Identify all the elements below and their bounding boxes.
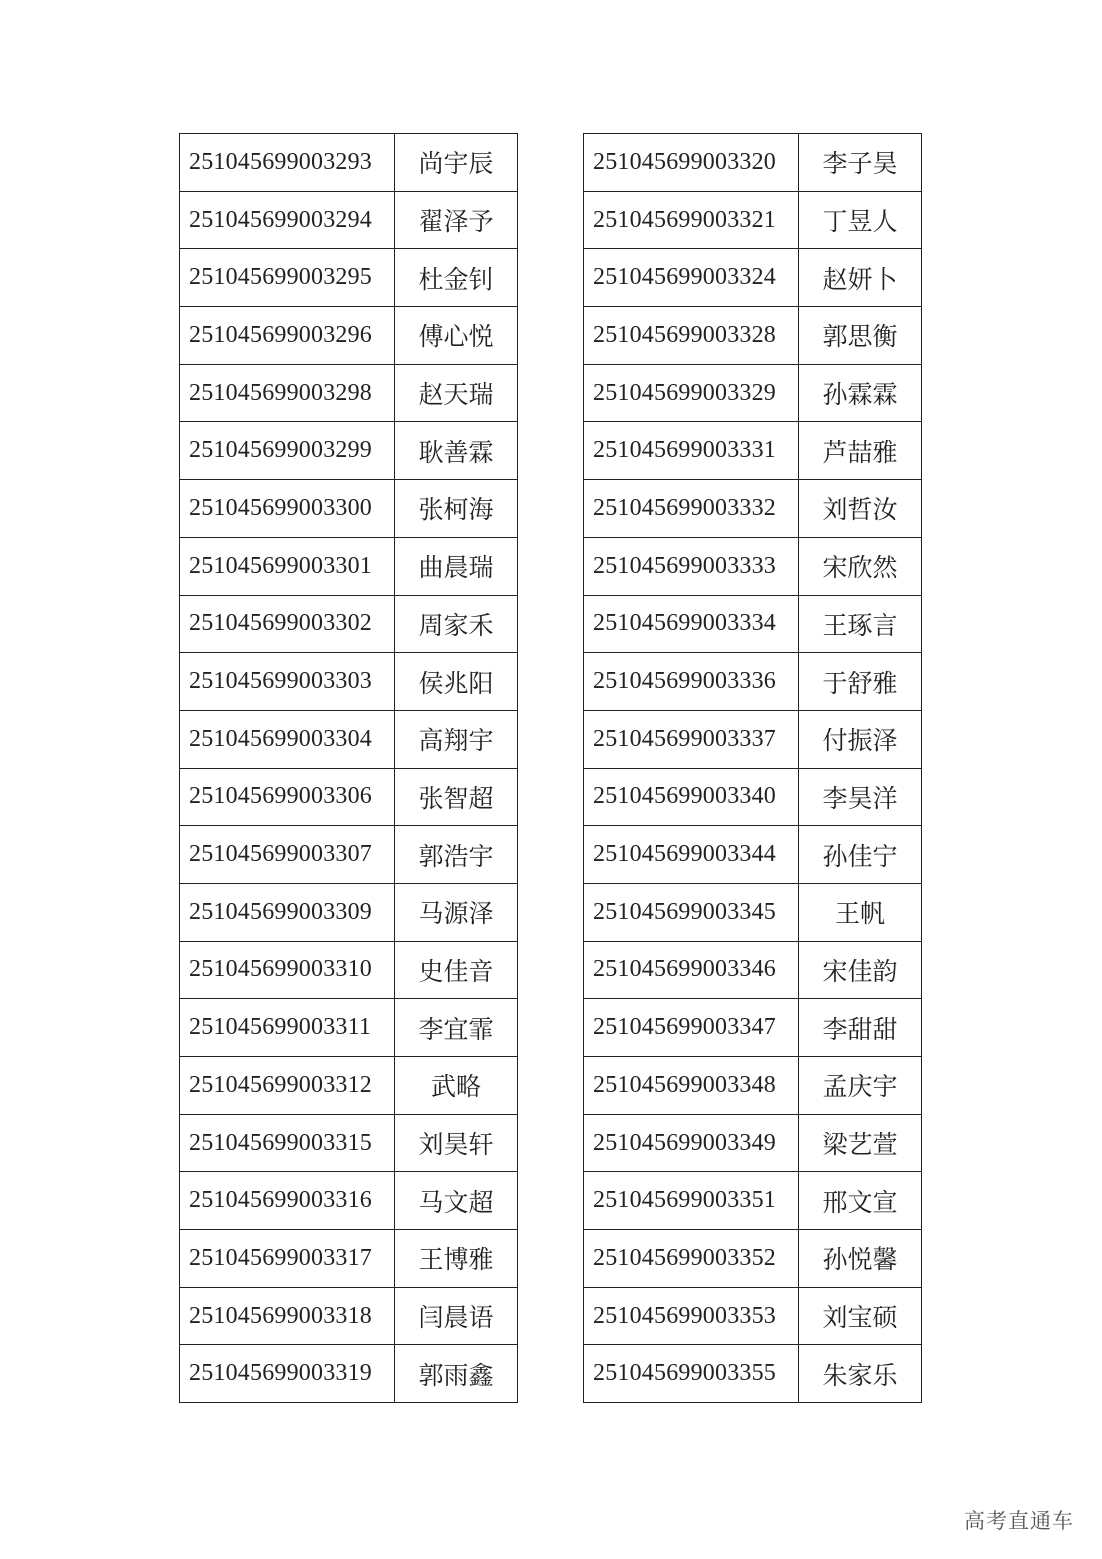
table-row <box>584 422 922 480</box>
candidate-id-cell: 251045699003348 <box>584 1057 799 1115</box>
candidate-name-cell: 尚宇辰 <box>395 134 518 192</box>
candidate-name-cell: 郭雨鑫 <box>395 1345 518 1403</box>
table-row <box>180 1345 518 1403</box>
table-row <box>584 710 922 768</box>
table-row <box>584 826 922 884</box>
candidate-name-cell: 赵天瑞 <box>395 364 518 422</box>
candidate-id-cell: 251045699003299 <box>180 422 395 480</box>
left-roster-body <box>180 134 518 1403</box>
candidate-name-cell: 武略 <box>395 1057 518 1115</box>
table-row <box>584 249 922 307</box>
candidate-name-cell: 郭浩宇 <box>395 826 518 884</box>
candidate-name-cell: 邢文宣 <box>799 1172 922 1230</box>
candidate-name-cell: 李甜甜 <box>799 999 922 1057</box>
table-row <box>584 307 922 365</box>
candidate-name-cell: 刘哲汝 <box>799 480 922 538</box>
candidate-name-cell: 李宜霏 <box>395 999 518 1057</box>
candidate-id-cell: 251045699003333 <box>584 537 799 595</box>
table-row <box>180 364 518 422</box>
candidate-id-cell: 251045699003294 <box>180 191 395 249</box>
table-row <box>180 191 518 249</box>
candidate-id-cell: 251045699003293 <box>180 134 395 192</box>
candidate-id-cell: 251045699003309 <box>180 883 395 941</box>
candidate-id-cell: 251045699003345 <box>584 883 799 941</box>
table-row <box>180 1287 518 1345</box>
table-row <box>180 307 518 365</box>
candidate-id-cell: 251045699003349 <box>584 1114 799 1172</box>
candidate-id-cell: 251045699003319 <box>180 1345 395 1403</box>
table-row <box>180 134 518 192</box>
candidate-id-cell: 251045699003334 <box>584 595 799 653</box>
candidate-name-cell: 孙悦馨 <box>799 1230 922 1288</box>
candidate-id-cell: 251045699003331 <box>584 422 799 480</box>
candidate-name-cell: 王琢言 <box>799 595 922 653</box>
candidate-name-cell: 孙霖霖 <box>799 364 922 422</box>
candidate-id-cell: 251045699003329 <box>584 364 799 422</box>
candidate-name-cell: 侯兆阳 <box>395 653 518 711</box>
candidate-name-cell: 翟泽予 <box>395 191 518 249</box>
candidate-name-cell: 丁昱人 <box>799 191 922 249</box>
table-row <box>180 883 518 941</box>
candidate-name-cell: 宋佳韵 <box>799 941 922 999</box>
table-row <box>584 768 922 826</box>
table-row <box>180 1057 518 1115</box>
candidate-name-cell: 刘昊轩 <box>395 1114 518 1172</box>
candidate-id-cell: 251045699003315 <box>180 1114 395 1172</box>
candidate-name-cell: 傅心悦 <box>395 307 518 365</box>
table-row <box>180 480 518 538</box>
table-row <box>180 710 518 768</box>
candidate-id-cell: 251045699003340 <box>584 768 799 826</box>
table-row <box>180 1172 518 1230</box>
table-row <box>180 537 518 595</box>
table-row <box>180 653 518 711</box>
candidate-id-cell: 251045699003301 <box>180 537 395 595</box>
table-row <box>584 537 922 595</box>
candidate-id-cell: 251045699003344 <box>584 826 799 884</box>
candidate-id-cell: 251045699003324 <box>584 249 799 307</box>
candidate-id-cell: 251045699003300 <box>180 480 395 538</box>
candidate-id-cell: 251045699003336 <box>584 653 799 711</box>
table-row <box>584 999 922 1057</box>
candidate-id-cell: 251045699003318 <box>180 1287 395 1345</box>
table-row <box>180 249 518 307</box>
candidate-id-cell: 251045699003337 <box>584 710 799 768</box>
candidate-id-cell: 251045699003353 <box>584 1287 799 1345</box>
table-row <box>584 480 922 538</box>
table-row <box>180 999 518 1057</box>
candidate-id-cell: 251045699003328 <box>584 307 799 365</box>
table-row <box>584 134 922 192</box>
candidate-id-cell: 251045699003312 <box>180 1057 395 1115</box>
candidate-id-cell: 251045699003304 <box>180 710 395 768</box>
table-row <box>584 1230 922 1288</box>
candidate-name-cell: 耿善霖 <box>395 422 518 480</box>
table-row <box>180 422 518 480</box>
candidate-name-cell: 梁艺萱 <box>799 1114 922 1172</box>
right-roster-table <box>583 133 922 1403</box>
candidate-name-cell: 闫晨语 <box>395 1287 518 1345</box>
candidate-name-cell: 史佳音 <box>395 941 518 999</box>
candidate-name-cell: 张柯海 <box>395 480 518 538</box>
table-row <box>180 1114 518 1172</box>
candidate-id-cell: 251045699003298 <box>180 364 395 422</box>
table-row <box>180 826 518 884</box>
candidate-id-cell: 251045699003316 <box>180 1172 395 1230</box>
candidate-id-cell: 251045699003351 <box>584 1172 799 1230</box>
candidate-name-cell: 芦喆雅 <box>799 422 922 480</box>
candidate-id-cell: 251045699003355 <box>584 1345 799 1403</box>
candidate-name-cell: 孙佳宁 <box>799 826 922 884</box>
table-row <box>584 364 922 422</box>
candidate-name-cell: 李昊洋 <box>799 768 922 826</box>
candidate-id-cell: 251045699003320 <box>584 134 799 192</box>
candidate-name-cell: 李子昊 <box>799 134 922 192</box>
table-row <box>584 1287 922 1345</box>
candidate-id-cell: 251045699003296 <box>180 307 395 365</box>
candidate-id-cell: 251045699003311 <box>180 999 395 1057</box>
candidate-name-cell: 马文超 <box>395 1172 518 1230</box>
candidate-name-cell: 朱家乐 <box>799 1345 922 1403</box>
candidate-name-cell: 于舒雅 <box>799 653 922 711</box>
candidate-id-cell: 251045699003295 <box>180 249 395 307</box>
candidate-name-cell: 曲晨瑞 <box>395 537 518 595</box>
candidate-name-cell: 赵妍卜 <box>799 249 922 307</box>
watermark-text: 高考直通车 <box>964 1509 1074 1533</box>
candidate-id-cell: 251045699003321 <box>584 191 799 249</box>
table-row <box>584 1114 922 1172</box>
candidate-id-cell: 251045699003352 <box>584 1230 799 1288</box>
candidate-id-cell: 251045699003306 <box>180 768 395 826</box>
table-row <box>584 653 922 711</box>
table-row <box>584 1172 922 1230</box>
candidate-name-cell: 马源泽 <box>395 883 518 941</box>
table-row <box>180 768 518 826</box>
candidate-id-cell: 251045699003302 <box>180 595 395 653</box>
candidate-name-cell: 郭思衡 <box>799 307 922 365</box>
candidate-name-cell: 王博雅 <box>395 1230 518 1288</box>
table-row <box>584 1057 922 1115</box>
candidate-name-cell: 孟庆宇 <box>799 1057 922 1115</box>
candidate-id-cell: 251045699003310 <box>180 941 395 999</box>
table-row <box>584 191 922 249</box>
candidate-name-cell: 高翔宇 <box>395 710 518 768</box>
right-roster-body <box>584 134 922 1403</box>
candidate-id-cell: 251045699003307 <box>180 826 395 884</box>
table-row <box>584 595 922 653</box>
candidate-name-cell: 王帆 <box>799 883 922 941</box>
candidate-id-cell: 251045699003347 <box>584 999 799 1057</box>
left-roster-table <box>179 133 518 1403</box>
candidate-id-cell: 251045699003332 <box>584 480 799 538</box>
table-row <box>180 1230 518 1288</box>
candidate-id-cell: 251045699003317 <box>180 1230 395 1288</box>
candidate-name-cell: 付振泽 <box>799 710 922 768</box>
candidate-name-cell: 张智超 <box>395 768 518 826</box>
table-row <box>180 595 518 653</box>
table-row <box>584 941 922 999</box>
table-row <box>584 883 922 941</box>
candidate-name-cell: 周家禾 <box>395 595 518 653</box>
table-row <box>180 941 518 999</box>
table-row <box>584 1345 922 1403</box>
candidate-id-cell: 251045699003303 <box>180 653 395 711</box>
candidate-name-cell: 刘宝硕 <box>799 1287 922 1345</box>
candidate-name-cell: 宋欣然 <box>799 537 922 595</box>
candidate-id-cell: 251045699003346 <box>584 941 799 999</box>
candidate-name-cell: 杜金钊 <box>395 249 518 307</box>
